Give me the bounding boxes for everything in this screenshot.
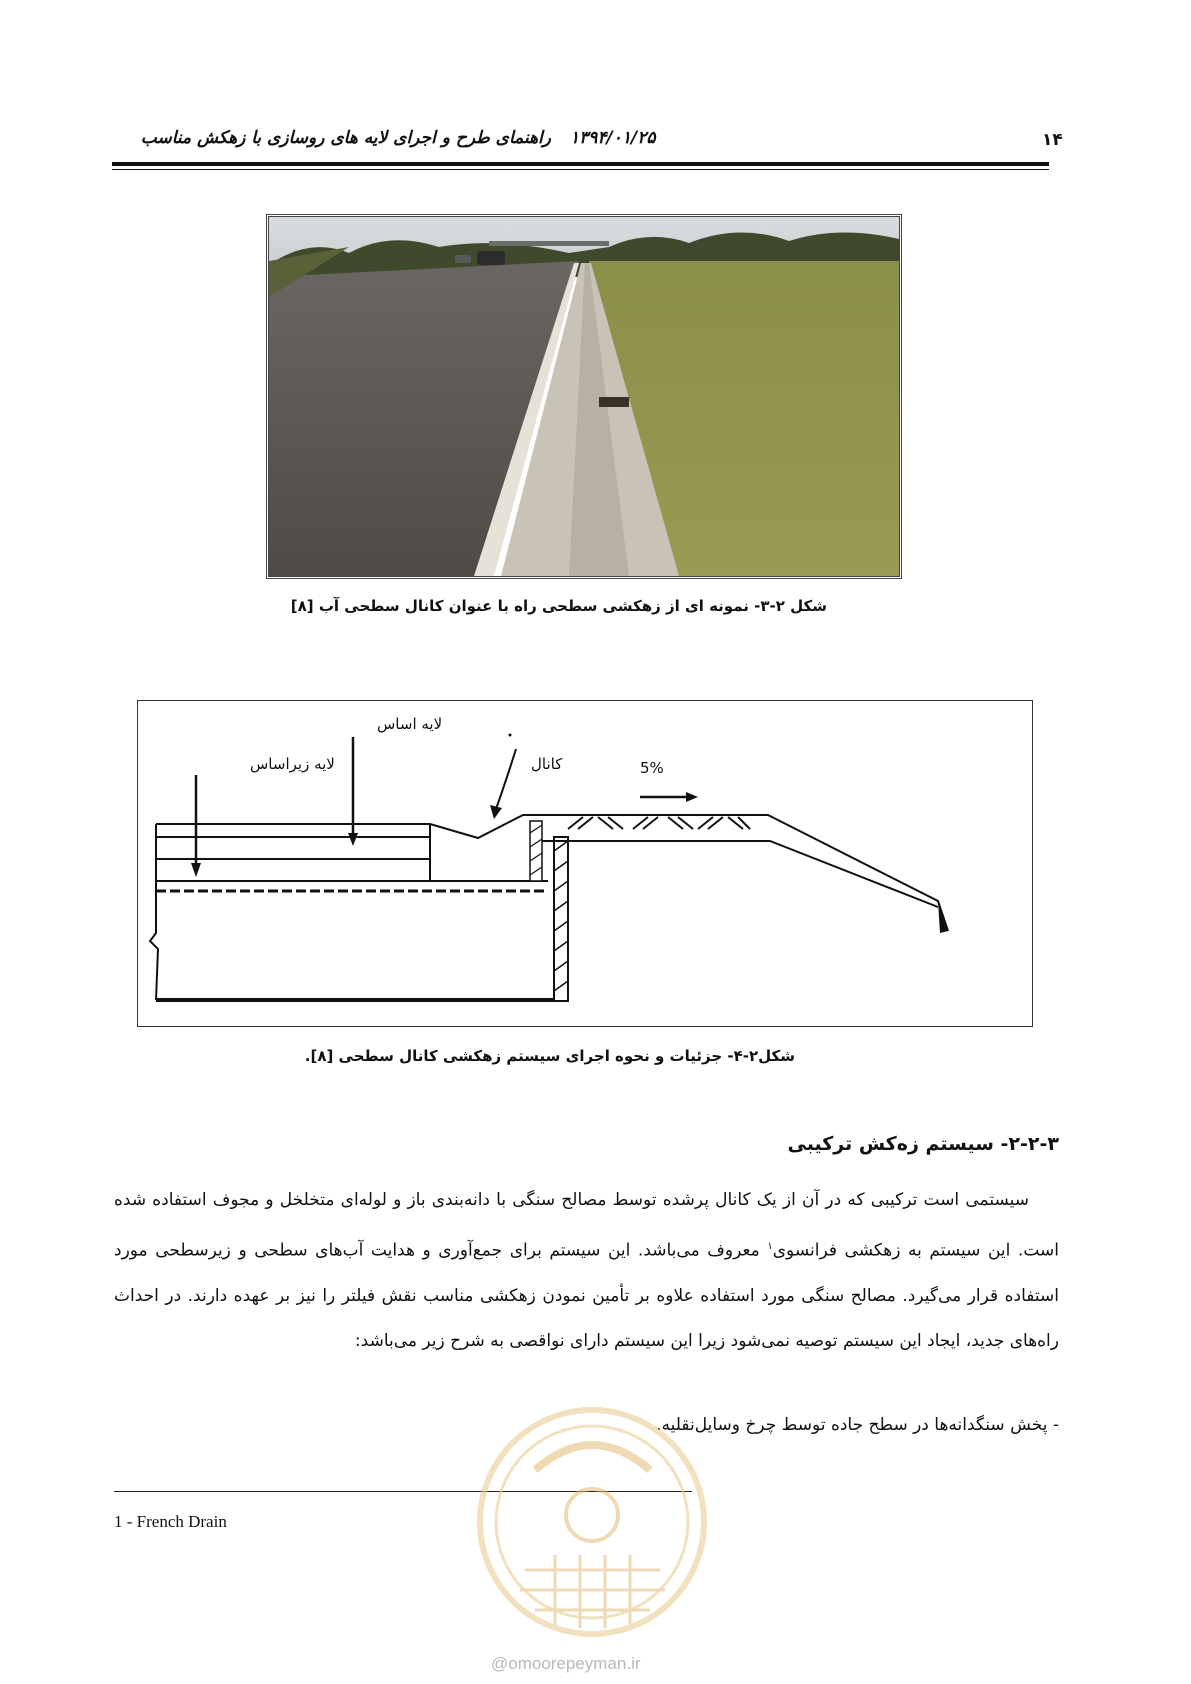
- section-paragraph: [114, 1178, 1059, 1365]
- diagram-drawing: [138, 701, 1032, 1026]
- label-channel: کانال: [531, 755, 563, 773]
- bullet-item: - پخش سنگدانه‌ها در سطح جاده توسط چرخ وسایل‌نقلیه.: [656, 1415, 1059, 1435]
- road-drainage-photo: [266, 214, 902, 579]
- header-rule-thin: [112, 169, 1049, 170]
- label-subbase-layer: لایه زیراساس: [250, 755, 335, 773]
- drainage-channel-diagram: [137, 700, 1033, 1027]
- figure2-caption: شکل۲-۴- جزئیات و نحوه اجرای سیستم زهکشی کانال سطحی [۸].: [304, 1047, 795, 1065]
- road-photo-illustration: [269, 217, 899, 576]
- header-date: ۱۳۹۴/۰۱/۲۵: [570, 128, 656, 148]
- figure1-caption: شکل ۲-۳- نمونه ای از زهکشی سطحی راه با عنوان کانال سطحی آب [۸]: [290, 597, 827, 615]
- label-base-layer: لایه اساس: [377, 715, 443, 733]
- page-number: ۱۴: [1042, 130, 1063, 150]
- footnote-ref: ۱: [767, 1240, 773, 1252]
- header-title: راهنمای طرح و اجرای لایه های روسازی با زهکش مناسب: [140, 128, 551, 148]
- section-title: ۲-۲-۳- سیستم زه‌کش ترکیبی: [787, 1133, 1059, 1155]
- label-slope: 5%: [640, 759, 664, 777]
- paragraph-part1: سیستمی است ترکیبی که در آن از یک کانال پرشده توسط مصالح سنگی با دانه‌بندی باز و لوله‌ای متخلخل و مجوف استفاده شده است. این سیستم به زهکشی فرانسوی: [114, 1190, 1059, 1261]
- website-watermark: @omoorepeyman.ir: [491, 1654, 641, 1673]
- header-rule: [112, 162, 1049, 166]
- paragraph-part2: معروف می‌باشد. این سیستم برای جمع‌آوری و هدایت آب‌های سطحی و زیرسطحی مورد استفاده قرار می‌گیرد. مصالح سنگی مورد استفاده علاوه بر تأمین نمودن زهکشی مناسب نقش فیلتر را نیز بر عهده دارند. در احداث راه‌های جدید، ایجاد این سیستم توصیه نمی‌شود زیرا این سیستم دارای نواقصی به شرح زیر می‌باشد:: [114, 1240, 1059, 1352]
- seal-logo: [475, 1400, 710, 1645]
- footnote-text: 1 - French Drain: [114, 1512, 227, 1531]
